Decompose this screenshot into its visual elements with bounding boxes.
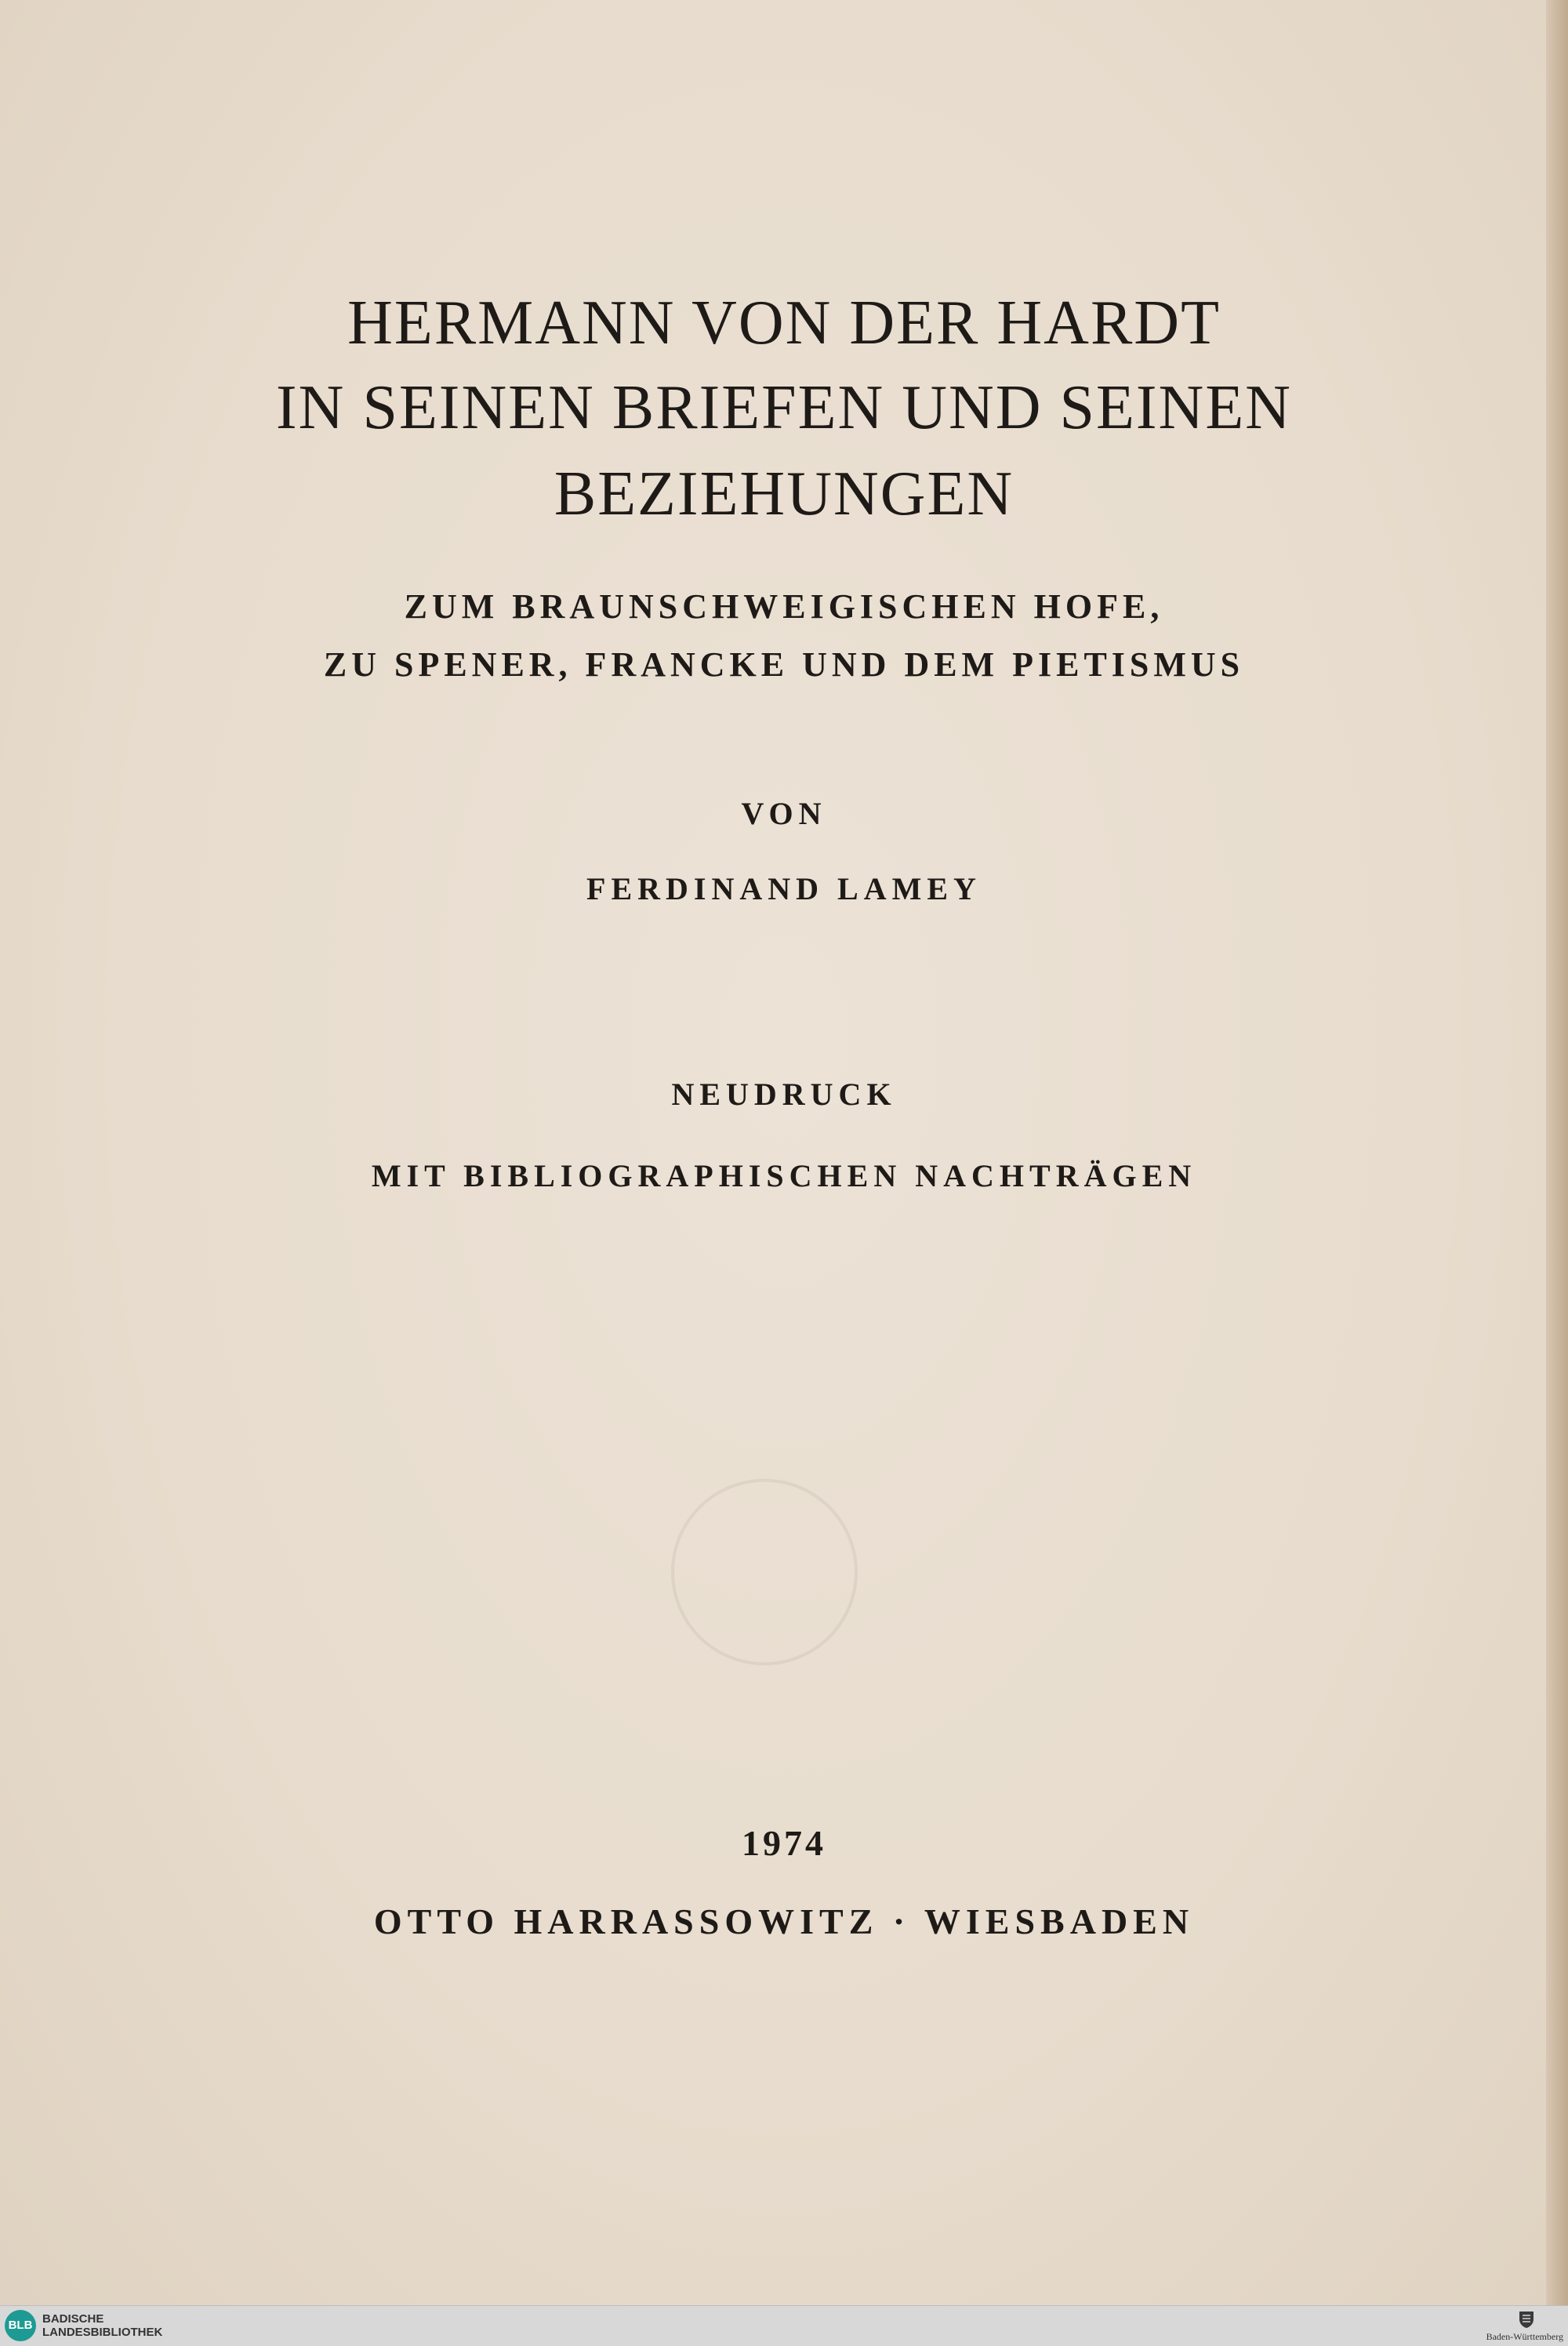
library-footer bbox=[0, 2305, 1568, 2346]
library-name bbox=[42, 2312, 162, 2339]
author-name: FERDINAND LAMEY bbox=[586, 871, 982, 906]
publication-year: 1974 bbox=[742, 1823, 826, 1863]
baden-wuerttemberg-crest-icon bbox=[1516, 2309, 1537, 2330]
publisher-imprint: OTTO HARRASSOWITZ · WIESBADEN bbox=[373, 1901, 1195, 1941]
title-line-1: HERMANN VON DER HARDT bbox=[347, 289, 1221, 358]
edition-label: NEUDRUCK bbox=[671, 1077, 897, 1112]
subtitle-line-1: ZUM BRAUNSCHWEIGISCHEN HOFE, bbox=[404, 587, 1164, 626]
subtitle-line-2: ZU SPENER, FRANCKE UND DEM PIETISMUS bbox=[323, 645, 1245, 684]
title-line-2: IN SEINEN BRIEFEN UND SEINEN bbox=[276, 373, 1292, 442]
library-name-line-1: BADISCHE bbox=[42, 2312, 104, 2326]
supplement-label: MIT BIBLIOGRAPHISCHEN NACHTRÄGEN bbox=[371, 1158, 1197, 1193]
show-through-stamp bbox=[671, 1479, 858, 1665]
title-line-3: BEZIEHUNGEN bbox=[554, 459, 1014, 528]
blb-logo-icon[interactable]: BLB bbox=[5, 2310, 36, 2341]
by-label: VON bbox=[741, 796, 827, 831]
page-edge bbox=[1546, 0, 1568, 2305]
state-label: Baden-Württemberg bbox=[1486, 2331, 1563, 2342]
library-name-line-2: LANDESBIBLIOTHEK bbox=[42, 2326, 163, 2339]
